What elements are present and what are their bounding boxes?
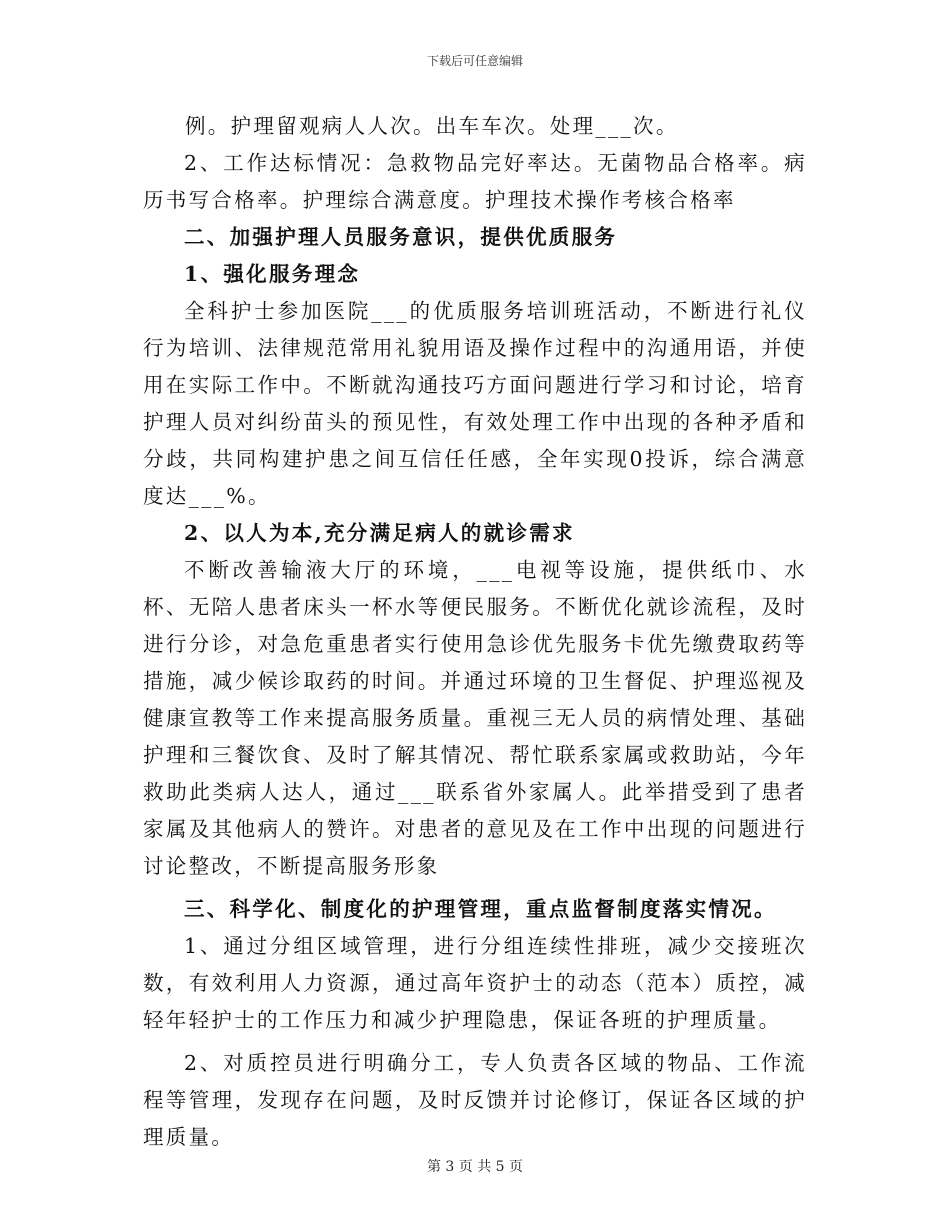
section-heading-2: 二、加强护理人员服务意识，提供优质服务 [184, 225, 618, 249]
paragraph-service-concept: 全科护士参加医院___的优质服务培训班活动，不断进行礼仪行为培训、法律规范常用礼貌用语及操作过程中的沟通用语，并使用在实际工作中。不断就沟通技巧方面问题进行学习和讨论，培育护理人员对纠纷苗头的预见性，有效处理工作中出现的各种矛盾和分歧，共同构建护患之间互信任任感，全年实现0投诉，综合满意度达___%。 [143, 299, 807, 508]
paragraph-group-management: 1、通过分组区域管理，进行分组连续性排班，减少交接班次数，有效利用人力资源，通过高年资护士的动态（范本）质控，减轻年轻护士的工作压力和减少护理隐患，保证各班的护理质量。 [143, 934, 807, 1032]
page-header-note: 下载后可任意编辑 [426, 54, 523, 68]
paragraph-standards: 2、工作达标情况：急救物品完好率达。无菌物品合格率。病历书写合格率。护理综合满意度。护理技术操作考核合格率 [143, 151, 807, 212]
page-footer: 第 3 页 共 5 页 [426, 1159, 524, 1175]
paragraph-continuation: 例。护理留观病人人次。出车车次。处理___次。 [185, 114, 679, 138]
subheading-patient-centered: 2、以人为本,充分满足病人的就诊需求 [184, 521, 575, 545]
document-body [143, 108, 807, 1156]
paragraph-quality-control: 2、对质控员进行明确分工，专人负责各区域的物品、工作流程等管理，发现存在问题，及时反馈并讨论修订，保证各区域的护理质量。 [143, 1051, 807, 1149]
paragraph-patient-centered: 不断改善输液大厅的环境，___电视等设施，提供纸巾、水杯、无陪人患者床头一杯水等便民服务。不断优化就诊流程，及时进行分诊，对急危重患者实行使用急诊优先服务卡优先缴费取药等措施，减少候诊取药的时间。并通过环境的卫生督促、护理巡视及健康宣教等工作来提高服务质量。重视三无人员的病情处理、基础护理和三餐饮食、及时了解其情况、帮忙联系家属或救助站，今年救助此类病人达人，通过___联系省外家属人。此举措受到了患者家属及其他病人的赞许。对患者的意见及在工作中出现的问题进行讨论整改，不断提高服务形象 [143, 558, 807, 878]
section-heading-3: 三、科学化、制度化的护理管理，重点监督制度落实情况。 [184, 897, 777, 921]
subheading-service-concept: 1、强化服务理念 [184, 262, 361, 286]
